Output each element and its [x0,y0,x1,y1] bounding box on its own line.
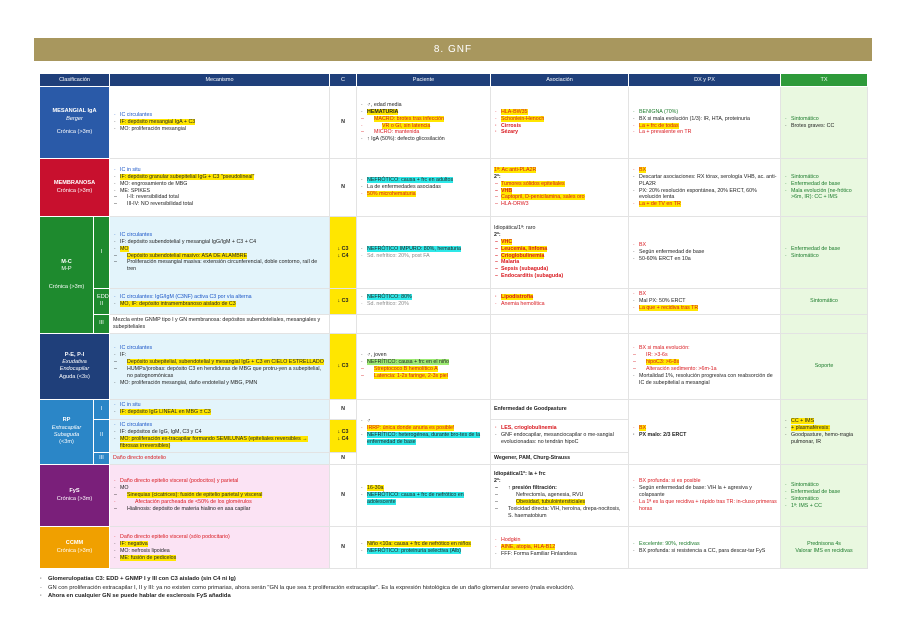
pac-pe: · ♂, joven · NEFRÍTICO: causa + frc en el niño – Streptococo B hemolítico A – Latencia: 1-2s faringe, 2-3s piel [357,333,491,399]
row-mesangial [40,87,868,159]
mec-rp-ii: · IC circulantes · IF: depósitos de IgG, IgM, C3 y C4 · MO: proliferación ex-tracapilar formando SEMILUNAS (epiteliales reversibles → fibrosas irreversibles) [110,419,330,452]
footnote: · Glomerulopatías C3: EDD + GNMP I y III con C3 aislado (sin C4 ni Ig) [39,575,869,584]
asoc-rp-iii: Wegener, PAM, Churg-Strauss [491,452,629,464]
c-ccmm: N [330,527,357,569]
name-rp: RP Extracapilar Subaguda (<3m) [40,399,94,464]
tx-ccmm: Prednisona 4s Valorar IMS en recidivas [781,527,868,569]
name-mesangial: MESANGIAL IgA Berger Crónica (>3m) [40,87,110,159]
row-membranosa [40,159,868,217]
c-pe: ↓ C3 [330,333,357,399]
header-c: C [330,74,357,87]
name-ccmm: CCMM Crónica (>3m) [40,527,110,569]
c-mesangial: N [330,87,357,159]
name-pe: P-E, P-I Exudativa Endocapilar Aguda (<3s) [40,333,110,399]
name-mc: M-C M-P Crónica (>3m) [40,217,94,334]
rp-iii-label: III [94,452,110,464]
pac-mc-edd: · NEFRÓTICO: 80% · Sd. nefrítico: 20% [357,289,491,315]
mec-rp-iii: Daño directo endotelio [110,452,330,464]
row-ccmm [40,527,868,569]
tx-mesangial: · Sintomático · Brotes graves: CC [781,87,868,159]
asoc-mc-edd: · Lipodistrofia · Anemia hemolítica [491,289,629,315]
dx-mc-edd: · BX · Mal PX: 50% ERCT · La que + recidiva tras TR [629,289,781,315]
mec-mc-i: · IC circulantes · IF: depósito subendotelial y mesangial IgG/IgM + C3 + C4 · MO – Depósito subendotelial masivo: ASA DE ALAMBRE – Proliferación mesangial masiva: extensión circunferencial, doble contorno, raíl de tren [110,217,330,289]
asoc-mesangial: · HLA-BW35 · Schonlein-Henoch · Cirrosis · Sézary [491,87,629,159]
dx-fys: · BX profunda: si es posible · Según enfermedad de base: VIH la + agresiva y colapsante · La 1ª es la que recidiva + rápido tras TR: in-cluso primeras horas [629,465,781,527]
name-fys: FyS Crónica (>3m) [40,465,110,527]
dx-mesangial: · BENIGNA (70%) · BX si mala evolución (1/3): IR, HTA, proteinuria · La + frc de todas · La + prevalente en TR [629,87,781,159]
mec-fys: · Daño directo epitelio visceral (podocitos) y parietal · MO – Sinequias (cicatrices): fusión de epitelio parietal y visceral · Afectación parcheada de <50% de los glomérulos – Hialinosis: depósito de materia hialino en asa capilar [110,465,330,527]
mc-i-label: I [94,217,110,289]
row-mc-iii [40,314,868,333]
mec-ccmm: · Daño directo epitelio visceral (sólo podocitario) · IF: negativa · MO: nefrosis lipoidea · ME: fusión de pedicelos [110,527,330,569]
row-fys [40,465,868,527]
header-paciente: Paciente [357,74,491,87]
c-rp-i: N [330,399,357,419]
asoc-fys: Idiopática/1ª: la + frc 2ª: – ↑ presión filtración: – Nefrectomía, agenesia, RVU – Obesidad, tubulointersticiales – Toxicidad directa: VIH, heroína, drepa-nocitosis, S. haematobium [491,465,629,527]
header-mecanismo: Mecanismo [110,74,330,87]
tx-mc-edd: Sintomático [781,289,868,315]
asoc-rp-ii: · LES, crioglobulinemia · GNF endocapilar, mesanciocapilar o me-sangial evolucionadas: no tendrán hipoC [491,419,629,452]
tx-fys: · Sintomático · Enfermedad de base · Sintomático · 1ª: IMS + CC [781,465,868,527]
asoc-membranosa: 1ª: Ac anti-PLA2R 2ª: – Tumores sólidos epiteliales – VHB – Captopril, D-penicilamina, sales oro – HLA-DRW3 [491,159,629,217]
pac-ccmm: · Niño <10a: causa + frc de nefrótico en niños · NEFRÓTICO: proteinuria selectiva (Alb) [357,527,491,569]
c-rp-ii: ↓ C3 ↓ C4 [330,419,357,452]
header-row [40,74,868,87]
row-pe [40,333,868,399]
asoc-pe [491,333,629,399]
section-title: 8. GNF [34,38,872,61]
c-rp-iii: N [330,452,357,464]
rp-ii-label: II [94,419,110,452]
dx-pe: · BX si mala evolución: – IR: >3-6s – hipoC3: >6-8s – Alteración sedimento: >6m-1a · Mortalidad 1%, resolución progresiva con reabsorción de IC de subepitelial a mesangial [629,333,781,399]
dx-mc-i: · BX · Según enfermedad de base · 50-60% ERCT en 10a [629,217,781,289]
dx-membranosa: · BX · Descartar asociaciones: RX tórax, serología VHB, ac. anti-PLA2R · PX: 20% resolución espontánea, 20% ERCT, 60% evolución lenta · La + de TV en TR [629,159,781,217]
c-mc-i: ↓ C3 ↓ C4 [330,217,357,289]
footnotes [39,575,869,601]
pac-membranosa: · NEFRÓTICO: causa + frc en adultos · La de enfermedades asociadas · 50% microhematuria [357,159,491,217]
dx-rp: · BX · PX malo: 2/3 ERCT [629,399,781,464]
mc-iii-label: III [94,314,110,333]
header-asociacion: Asociación [491,74,629,87]
footnote: · Ahora en cualquier GN se puede hablar de esclerosis FyS añadida [39,592,869,601]
mc-edd-label: EDD II [94,289,110,315]
row-mc-i [40,217,868,289]
row-mc-edd [40,289,868,315]
c-fys: N [330,465,357,527]
asoc-mc-i: Idiopática/1ª: raro 2ª: – VHC – Leucemia, linfoma – Crioglobulinemia – Malaria – Sepsis (subaguda) – Endocarditis (subaguda) [491,217,629,289]
mec-mc-iii: Mezcla entre GNMP tipo I y GN membranosa: depósitos subendoteliales, mesangiales y subepiteliales [110,314,330,333]
footnote: · GN con proliferación extracapilar I, II y III: ya no existen como primarias, ahora serán "GN la que sea ± proliferación extracapilar". Es la expresión histológica de un daño glomerular severo (mala evolución). [39,584,869,593]
pac-fys: · 16-30a · NEFRÓTICO: causa + frc de nefrótico en adolescente [357,465,491,527]
tx-membranosa: · Sintomático · Enfermedad de base · Mala evolución (ne-frótico >6m, IR): CC + IMS [781,159,868,217]
name-membranosa: MEMBRANOSA Crónica (>3m) [40,159,110,217]
tx-pe: Soporte [781,333,868,399]
mec-mesangial: · IC circulantes · IF: depósito mesangial IgA + C3 · MO: proliferación mesangial [110,87,330,159]
row-rp-i [40,399,868,419]
header-dx-px: DX y PX [629,74,781,87]
header-tx: TX [781,74,868,87]
asoc-rp-i: Enfermedad de Goodpasture [491,399,629,419]
rp-i-label: I [94,399,110,419]
pac-rp: · ♂ · IRRP: única donde anuria es posible! · NEFRÍTICO: heterogénea, durante bro-tes de la enfermedad de base [357,399,491,464]
mec-membranosa: · IC in situ · IF: depósito granular subepitelial IgG + C3 "pseudolineal" · MO: engrosamiento de MBG · ME: SPIKES – I-II: reversibilidad total – III-IV: NO reversibilidad total [110,159,330,217]
mec-pe: · IC circulantes · IF: – Depósito subepitelial, subendotelial y mesangial IgG + C3 en CIELO ESTRELLADO – HUMPs/jorobas: depósito C3 en hendiduras de MBG que protru-yen a subepitelial, no patognomónicas · MO: proliferación mesangial, daño endotelial y MBG, PMN [110,333,330,399]
gnf-table [39,73,868,569]
header-clasificacion: Clasificación [40,74,110,87]
c-mc-edd: ↓ C3 [330,289,357,315]
tx-mc-i: · Enfermedad de base · Sintomático [781,217,868,289]
pac-mesangial: · ♂, edad media · HEMATURIA – MACRO: brotes tras infección · VR o GI, sin latencia – MICRO: mantenida · ↑ IgA (50%): defecto glicosilación [357,87,491,159]
dx-ccmm: · Excelente: 90%, recidivas · BX profunda: si resistencia a CC, para descar-tar FyS [629,527,781,569]
mec-mc-edd: · IC circulantes: IgG/IgM (C3NF) activa C3 por vía alterna · MO, IF: depósito intramembranoso aislado de C3 [110,289,330,315]
pac-mc-i: · NEFRÓTICO IMPURO: 80%, hematuria · Sd. nefrítico: 20%, post FA [357,217,491,289]
tx-rp: · CC + IMS · + plasmaféresis: · Goodpasture, hemo-rragia pulmonar, IR [781,399,868,464]
asoc-ccmm: · Hodgkin · AINE, atopia, HLA-B12 · FFF: Forma Familiar Finlandesa [491,527,629,569]
mec-rp-i: · IC in situ · IF: depósito IgG LINEAL en MBG ± C3 [110,399,330,419]
c-membranosa: N [330,159,357,217]
